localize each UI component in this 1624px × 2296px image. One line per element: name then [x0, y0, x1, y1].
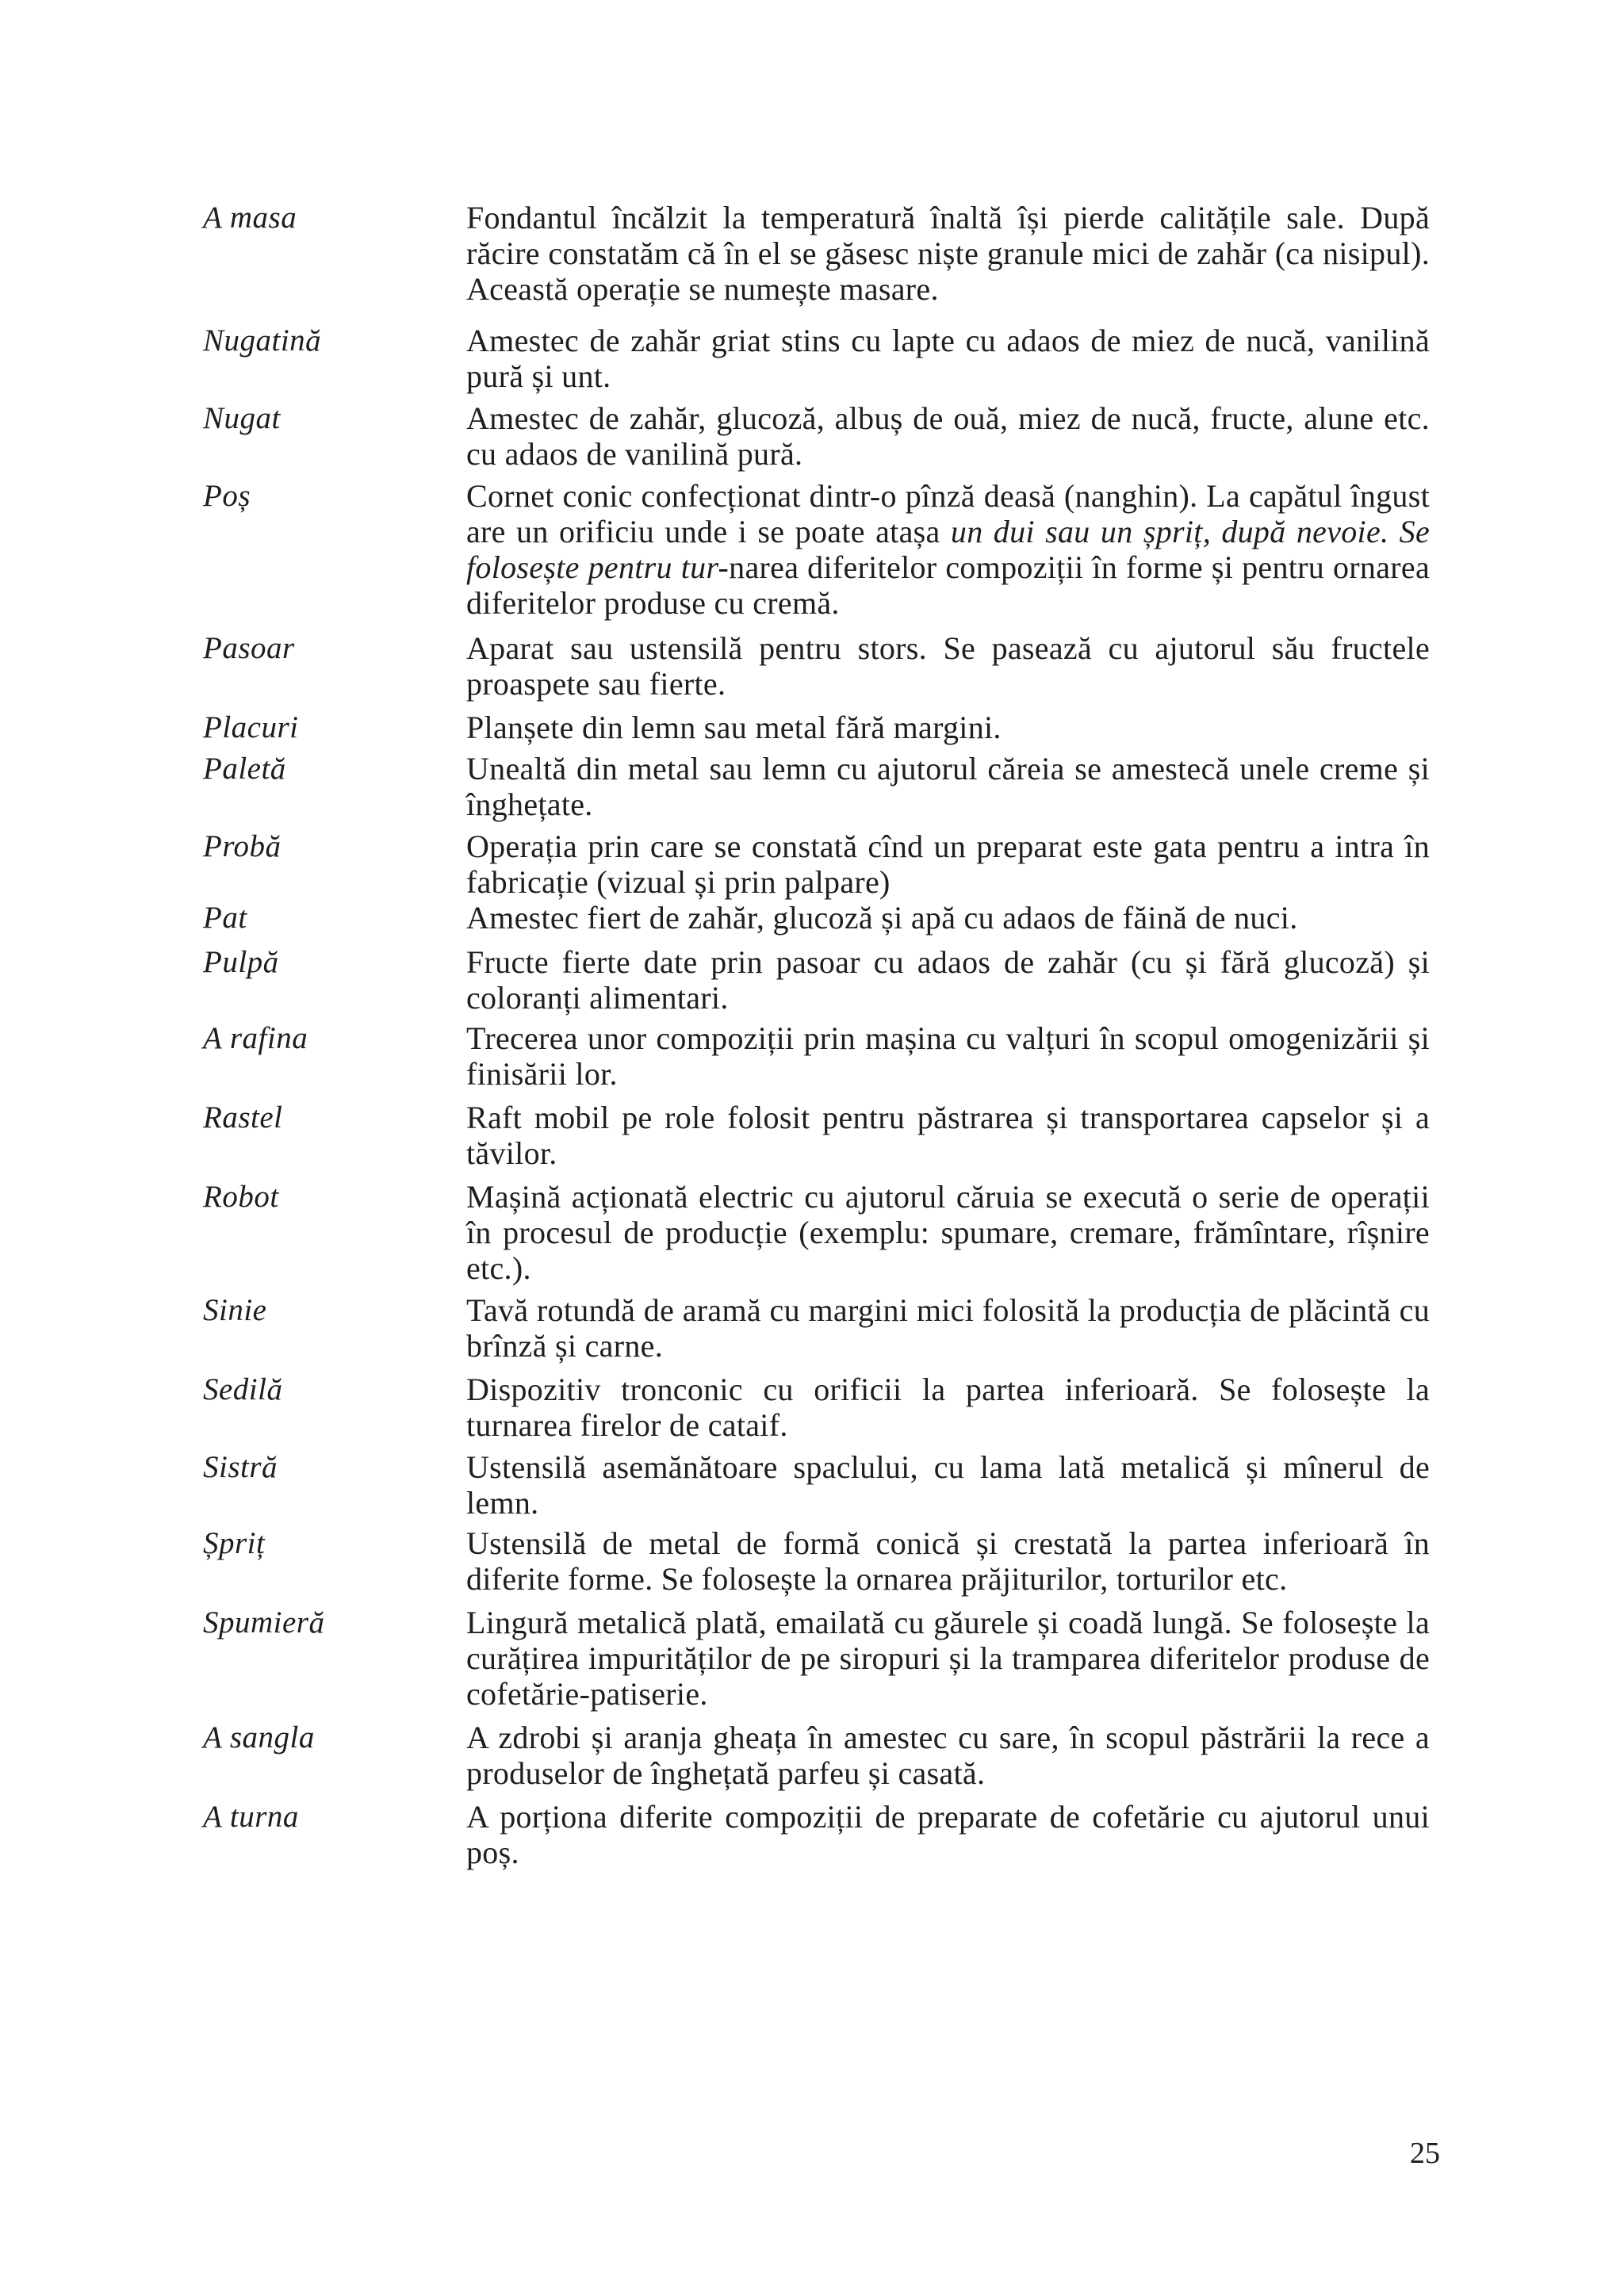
glossary-definition: Trecerea unor compoziții prin mașina cu valțuri în scopul omogenizării și finisării lor. [466, 1020, 1430, 1092]
glossary-definition [466, 478, 1430, 621]
glossary-definition: Amestec de zahăr, glucoză, albuș de ouă, miez de nucă, fructe, alune etc. cu adaos de vanilină pură. [466, 400, 1430, 472]
glossary-entry [203, 478, 1440, 621]
page-number: 25 [1410, 2137, 1440, 2170]
glossary-entry [203, 1720, 1440, 1791]
definition-text: Cornet conic confecționat dintr-o pînză deasă (nanghin). La capătul îngust are un orificiu unde i se poate atașa [466, 478, 1430, 549]
glossary-definition: A porționa diferite compoziții de preparate de cofetărie cu ajutorul unui poș. [466, 1799, 1430, 1870]
glossary-entry [203, 323, 1440, 394]
glossary-term: Probă [203, 829, 282, 863]
glossary-definition: Amestec fiert de zahăr, glucoză și apă cu adaos de făină de nuci. [466, 900, 1298, 936]
glossary-entry [203, 630, 1440, 702]
glossary-definition: Ustensilă de metal de formă conică și crestată la partea inferioară în diferite forme. Se folosește la ornarea prăjiturilor, torturilor etc. [466, 1525, 1430, 1597]
glossary-entry [203, 710, 1440, 746]
glossary-term: Sinie [203, 1293, 267, 1327]
glossary-entry [203, 944, 1440, 1016]
glossary-entry [203, 400, 1440, 472]
glossary-term: Spumieră [203, 1605, 325, 1640]
glossary-term: Sistră [203, 1450, 278, 1484]
glossary-entry [203, 200, 1440, 307]
glossary-entry [203, 1292, 1440, 1364]
glossary-definition: Amestec de zahăr griat stins cu lapte cu adaos de miez de nucă, vanilină pură și unt. [466, 323, 1430, 394]
glossary-entry [203, 828, 1440, 900]
glossary-list [203, 200, 1440, 1870]
glossary-entry [203, 1449, 1440, 1521]
glossary-definition: Fructe fierte date prin pasoar cu adaos de zahăr (cu și fără glucoză) și coloranți alimentari. [466, 944, 1430, 1016]
glossary-definition: Tavă rotundă de aramă cu margini mici folosită la producția de plăcintă cu brînză și carne. [466, 1292, 1430, 1364]
glossary-definition: Lingură metalică plată, emailată cu găurele și coadă lungă. Se folosește la curățirea impurităților de pe siropuri și la tramparea diferitelor produse de cofetărie-patiserie. [466, 1605, 1430, 1712]
glossary-definition: Unealtă din metal sau lemn cu ajutorul căreia se amestecă unele creme și înghețate. [466, 751, 1430, 822]
glossary-entry [203, 900, 1440, 936]
glossary-term: Placuri [203, 710, 299, 744]
glossary-entry [203, 1605, 1440, 1712]
glossary-definition: Fondantul încălzit la temperatură înaltă își pierde calitățile sale. După răcire constatăm că în el se găsesc niște granule mici de zahăr (ca nisipul). Această operație se numește masare. [466, 200, 1430, 307]
glossary-entry [203, 1179, 1440, 1286]
glossary-term: Șpriț [203, 1526, 266, 1560]
definition-italic-text: un dui sau un șpriț, după nevoie. Se folosește pentru tur- [466, 514, 1430, 585]
glossary-term: Rastel [203, 1100, 283, 1135]
glossary-term: Paletă [203, 752, 286, 786]
glossary-definition: Operația prin care se constată cînd un preparat este gata pentru a intra în fabricație (vizual și prin palpare) [466, 828, 1430, 900]
glossary-term: Pulpă [203, 945, 279, 979]
glossary-entry [203, 1100, 1440, 1171]
glossary-term: A rafina [203, 1021, 308, 1055]
glossary-definition: Planșete din lemn sau metal fără margini. [466, 710, 1002, 745]
glossary-term: A turna [203, 1800, 299, 1834]
definition-text-end: narea diferitelor compoziții în forme și pentru ornarea diferitelor produse cu cremă. [466, 549, 1431, 621]
glossary-term: Nugat [203, 401, 281, 435]
glossary-entry [203, 1799, 1440, 1870]
glossary-definition: Raft mobil pe role folosit pentru păstrarea și transportarea capselor și a tăvilor. [466, 1100, 1430, 1171]
glossary-term: Poș [203, 479, 251, 513]
glossary-definition: Mașină acționată electric cu ajutorul căruia se execută o serie de operații în procesul de producție (exemplu: spumare, cremare, frămîntare, rîșnire etc.). [466, 1179, 1430, 1286]
glossary-term: Pasoar [203, 631, 295, 665]
glossary-entry [203, 751, 1440, 822]
glossary-term: Nugatină [203, 323, 322, 358]
glossary-term: Robot [203, 1180, 279, 1214]
glossary-definition: A zdrobi și aranja gheața în amestec cu sare, în scopul păstrării la rece a produselor de înghețată parfeu și casată. [466, 1720, 1430, 1791]
glossary-entry [203, 1372, 1440, 1443]
glossary-definition: Dispozitiv tronconic cu orificii la partea inferioară. Se folosește la turnarea firelor de cataif. [466, 1372, 1430, 1443]
glossary-entry [203, 1525, 1440, 1597]
glossary-term: Sedilă [203, 1372, 283, 1406]
glossary-term: Pat [203, 901, 247, 935]
glossary-term: A masa [203, 201, 297, 235]
glossary-definition: Ustensilă asemănătoare spaclului, cu lama lată metalică și mînerul de lemn. [466, 1449, 1430, 1521]
glossary-term: A sangla [203, 1720, 315, 1755]
glossary-definition: Aparat sau ustensilă pentru stors. Se pasează cu ajutorul său fructele proaspete sau fierte. [466, 630, 1430, 702]
glossary-entry [203, 1020, 1440, 1092]
